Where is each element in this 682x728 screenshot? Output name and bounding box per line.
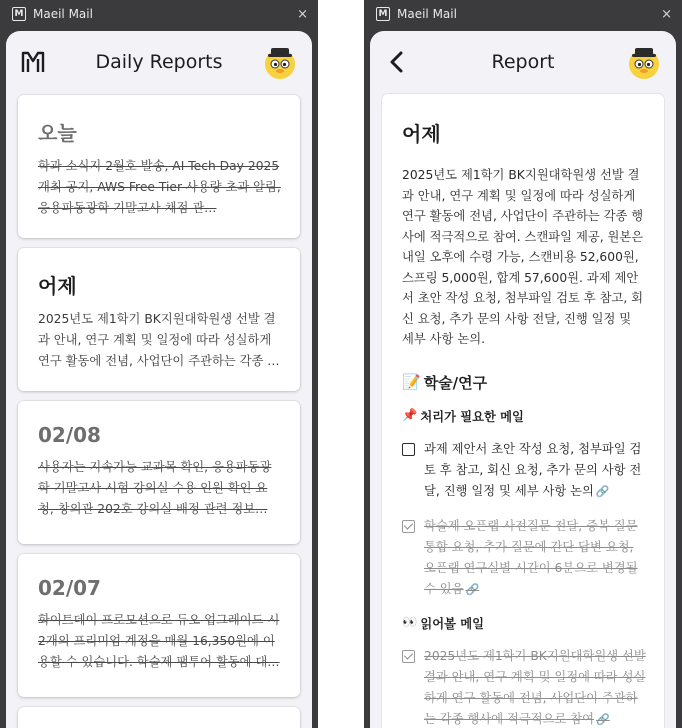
subsection-title: 읽어볼 메일 [420, 616, 484, 631]
page-title: Report [491, 51, 555, 73]
report-card-yesterday[interactable] [18, 248, 300, 391]
mail-summary: 과제 제안서 초안 작성 요청, 첨부파일 검토 후 참고, 회신 요청, 추가 문의 사항 전달, 진행 일정 및 세부 사항 논의 [424, 441, 642, 498]
subsection-heading [402, 614, 646, 632]
report-card-next[interactable] [18, 707, 300, 728]
eyes-icon: 👀 [402, 615, 418, 629]
mail-checkbox-checked[interactable] [402, 520, 415, 533]
link-icon[interactable]: 🔗 [595, 484, 610, 498]
mail-summary: 학술제 오픈랩 사전질문 전달, 중복 질문 통합 요청, 추가 질문에 간단 답변 요청, 오픈랩 연구실별 시간이 6분으로 변경될 수 있음 [424, 518, 638, 596]
avatar[interactable] [626, 44, 662, 80]
link-icon[interactable]: 🔗 [465, 582, 480, 596]
card-title: 02/08 [38, 423, 101, 447]
report-card-today[interactable] [18, 95, 300, 238]
card-summary: 학과 소식지 2월호 발송, AI Tech Day 2025 개최 공지, AWS Free Tier 사용량 초과 알림, 응용파동광학 기말고사 채점 관… [38, 159, 281, 215]
mail-checkbox-checked[interactable] [402, 650, 415, 663]
close-icon[interactable]: × [661, 6, 672, 22]
link-icon[interactable]: 🔗 [596, 712, 610, 726]
mail-item [402, 439, 646, 502]
mail-text [424, 516, 646, 600]
card-summary: 2025년도 제1학기 BK지원대학원생 선발 결과 안내, 연구 계획 및 일정에 따라 성실하게 연구 활동에 전념, 사업단이 주관하는 각종 … [38, 312, 280, 368]
mail-summary: 2025년도 제1학기 BK지원대학원생 선발 결과 안내, 연구 계획 및 일정에 따라 성실하게 연구 활동에 전념, 사업단이 주관하는 각종 행사에 적극적으로 참여 [424, 648, 646, 726]
title-bar [0, 0, 318, 28]
section-heading [402, 372, 646, 393]
main-panel [6, 31, 312, 728]
brand-m-icon [20, 49, 46, 75]
window-report [364, 0, 682, 728]
report-detail [382, 94, 664, 728]
window-daily-reports [0, 0, 318, 728]
header [370, 31, 676, 93]
app-name: Maeil Mail [397, 7, 457, 21]
page-title: Daily Reports [95, 51, 223, 73]
card-summary: 사용자는 지속가능 교과목 확인, 응용파동광학 기말고사 시험 강의실 수용 인원 확인 요청, 창의관 202호 강의실 배정 관련 정보… [38, 460, 272, 516]
card-title: 02/07 [38, 576, 101, 600]
card-title: 어제 [38, 274, 77, 298]
mail-text [424, 439, 646, 502]
title-bar [364, 0, 682, 28]
mail-item [402, 516, 646, 600]
report-card-0207[interactable] [18, 554, 300, 697]
app-name: Maeil Mail [33, 7, 93, 21]
subsection-title: 처리가 필요한 메일 [420, 409, 524, 424]
header [6, 31, 312, 93]
card-summary: 화이트데이 프로모션으로 듀오 업그레이드 시 2개의 프리미엄 계정을 매월 16,350원에 이용할 수 있습니다. 학술제 팸투어 활동에 대… [38, 613, 280, 669]
report-title: 어제 [402, 122, 441, 146]
close-icon[interactable]: × [297, 6, 308, 22]
mail-checkbox[interactable] [402, 443, 415, 456]
section-title: 학술/연구 [423, 373, 488, 392]
pushpin-icon: 📌 [402, 408, 418, 422]
avatar[interactable] [262, 44, 298, 80]
card-title: 오늘 [38, 121, 77, 145]
report-list [6, 93, 312, 728]
app-logo-icon: M [376, 7, 390, 21]
main-panel [370, 31, 676, 728]
subsection-heading [402, 407, 646, 425]
report-summary: 2025년도 제1학기 BK지원대학원생 선발 결과 안내, 연구 계획 및 일정에 따라 성실하게 연구 활동에 전념, 사업단이 주관하는 각종 행사에 적극적으로 참여. 스캔파일 제공, 원본은 내일 오후에 수령 가능, 스캔비용 52,600원, 스프링 5,000원, 합계 57,600원. 과제 제안서 초안 작성 요청, 첨부파일 검토 후 참고, 회신 요청, 추가 문의 사항 전달, 진행 일정 및 세부 사항 논의. [402, 168, 644, 346]
report-card-0208[interactable] [18, 401, 300, 544]
mail-text [424, 646, 646, 728]
app-logo-icon: M [12, 7, 26, 21]
mail-item [402, 646, 646, 728]
memo-icon: 📝 [402, 373, 421, 391]
back-chevron-icon[interactable] [384, 49, 410, 75]
